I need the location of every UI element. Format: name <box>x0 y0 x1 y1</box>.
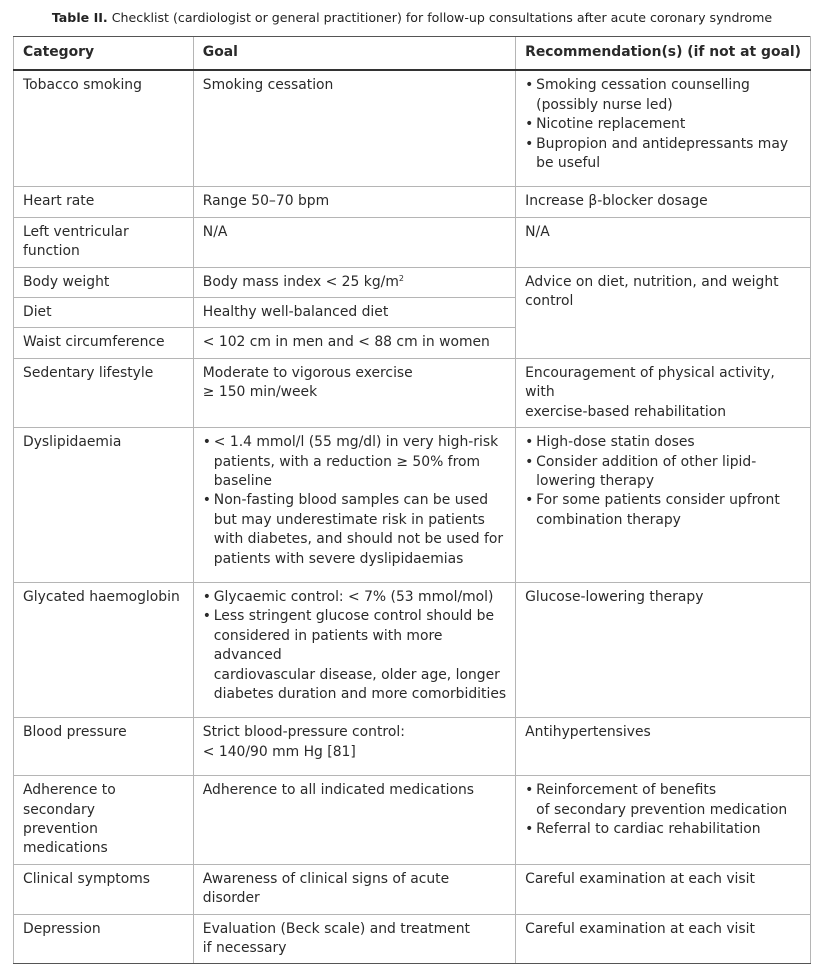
list-item: • Nicotine replacement <box>525 115 801 134</box>
goal-cell: Strict blood-pressure control: < 140/90 mm Hg [81] <box>193 718 515 776</box>
category-cell: Heart rate <box>14 187 194 217</box>
category-cell: Glycated haemoglobin <box>14 582 194 717</box>
table-row <box>14 358 811 427</box>
list-item: • Consider addition of other lipid- lowering therapy <box>525 453 801 492</box>
follow-up-checklist-table <box>13 36 811 964</box>
goal-cell: Awareness of clinical signs of acute disorder <box>193 864 515 914</box>
list-item: • Smoking cessation counselling (possibly nurse led) <box>525 76 801 115</box>
header-row <box>14 37 811 71</box>
header-goal: Goal <box>193 37 515 71</box>
recommendation-cell: Careful examination at each visit <box>516 864 811 914</box>
category-cell: Body weight <box>14 267 194 297</box>
table-row <box>14 582 811 717</box>
table-row <box>14 914 811 964</box>
recommendation-cell: Increase β-blocker dosage <box>516 187 811 217</box>
list-item: • < 1.4 mmol/l (55 mg/dl) in very high-risk patients, with a reduction ≥ 50% from baseline <box>203 433 506 491</box>
goal-cell: Healthy well-balanced diet <box>193 298 515 328</box>
table-caption-label: Table II. <box>51 10 108 25</box>
recommendation-cell: N/A <box>516 217 811 267</box>
recommendation-cell: Glucose-lowering therapy <box>516 582 811 717</box>
table-row <box>14 776 811 865</box>
list-item: • For some patients consider upfront combination therapy <box>525 491 801 530</box>
goal-cell: Range 50–70 bpm <box>193 187 515 217</box>
recommendation-cell: Antihypertensives <box>516 718 811 776</box>
recommendation-cell: Encouragement of physical activity, with exercise-based rehabilitation <box>516 358 811 427</box>
recommendation-cell <box>516 428 811 583</box>
category-cell: Depression <box>14 914 194 964</box>
category-cell: Waist circumference <box>14 328 194 358</box>
category-cell: Adherence to secondary prevention medications <box>14 776 194 865</box>
category-cell: Left ventricular function <box>14 217 194 267</box>
category-cell: Diet <box>14 298 194 328</box>
list-item: • Reinforcement of benefits of secondary prevention medication <box>525 781 801 820</box>
recommendation-cell <box>516 70 811 187</box>
table-row <box>14 187 811 217</box>
goal-cell: < 102 cm in men and < 88 cm in women <box>193 328 515 358</box>
table-row <box>14 70 811 187</box>
goal-cell <box>193 428 515 583</box>
superscript-two: 2 <box>398 273 404 283</box>
goal-cell: Adherence to all indicated medications <box>193 776 515 865</box>
goal-cell: Moderate to vigorous exercise ≥ 150 min/week <box>193 358 515 427</box>
table-row <box>14 428 811 583</box>
table-caption <box>0 10 824 25</box>
category-cell: Tobacco smoking <box>14 70 194 187</box>
goal-cell <box>193 582 515 717</box>
goal-cell: Smoking cessation <box>193 70 515 187</box>
list-item: • Non-fasting blood samples can be used but may underestimate risk in patients with diabetes, and should not be used for patients with severe dyslipidaemias <box>203 491 506 569</box>
list-item: • Bupropion and antidepressants may be useful <box>525 135 801 174</box>
table-row <box>14 217 811 267</box>
list-item: • Referral to cardiac rehabilitation <box>525 820 801 839</box>
table-row <box>14 864 811 914</box>
table-row <box>14 718 811 776</box>
recommendation-cell: Advice on diet, nutrition, and weight control <box>516 267 811 358</box>
header-recommendation: Recommendation(s) (if not at goal) <box>516 37 811 71</box>
category-cell: Clinical symptoms <box>14 864 194 914</box>
category-cell: Sedentary lifestyle <box>14 358 194 427</box>
goal-cell: Evaluation (Beck scale) and treatment if necessary <box>193 914 515 964</box>
header-category: Category <box>14 37 194 71</box>
list-item: • Glycaemic control: < 7% (53 mmol/mol) <box>203 588 506 607</box>
list-item: • High-dose statin doses <box>525 433 801 452</box>
list-item: • Less stringent glucose control should be considered in patients with more advanced cardiovascular disease, older age, longer diabetes duration and more comorbidities <box>203 607 506 704</box>
recommendation-cell: Careful examination at each visit <box>516 914 811 964</box>
table-caption-text: Checklist (cardiologist or general practitioner) for follow-up consultations after acute coronary syndrome <box>111 10 773 25</box>
table-row <box>14 267 811 297</box>
category-cell: Dyslipidaemia <box>14 428 194 583</box>
category-cell: Blood pressure <box>14 718 194 776</box>
recommendation-cell <box>516 776 811 865</box>
goal-cell: N/A <box>193 217 515 267</box>
goal-cell: Body mass index < 25 $kg/m^2$ <box>193 267 515 297</box>
